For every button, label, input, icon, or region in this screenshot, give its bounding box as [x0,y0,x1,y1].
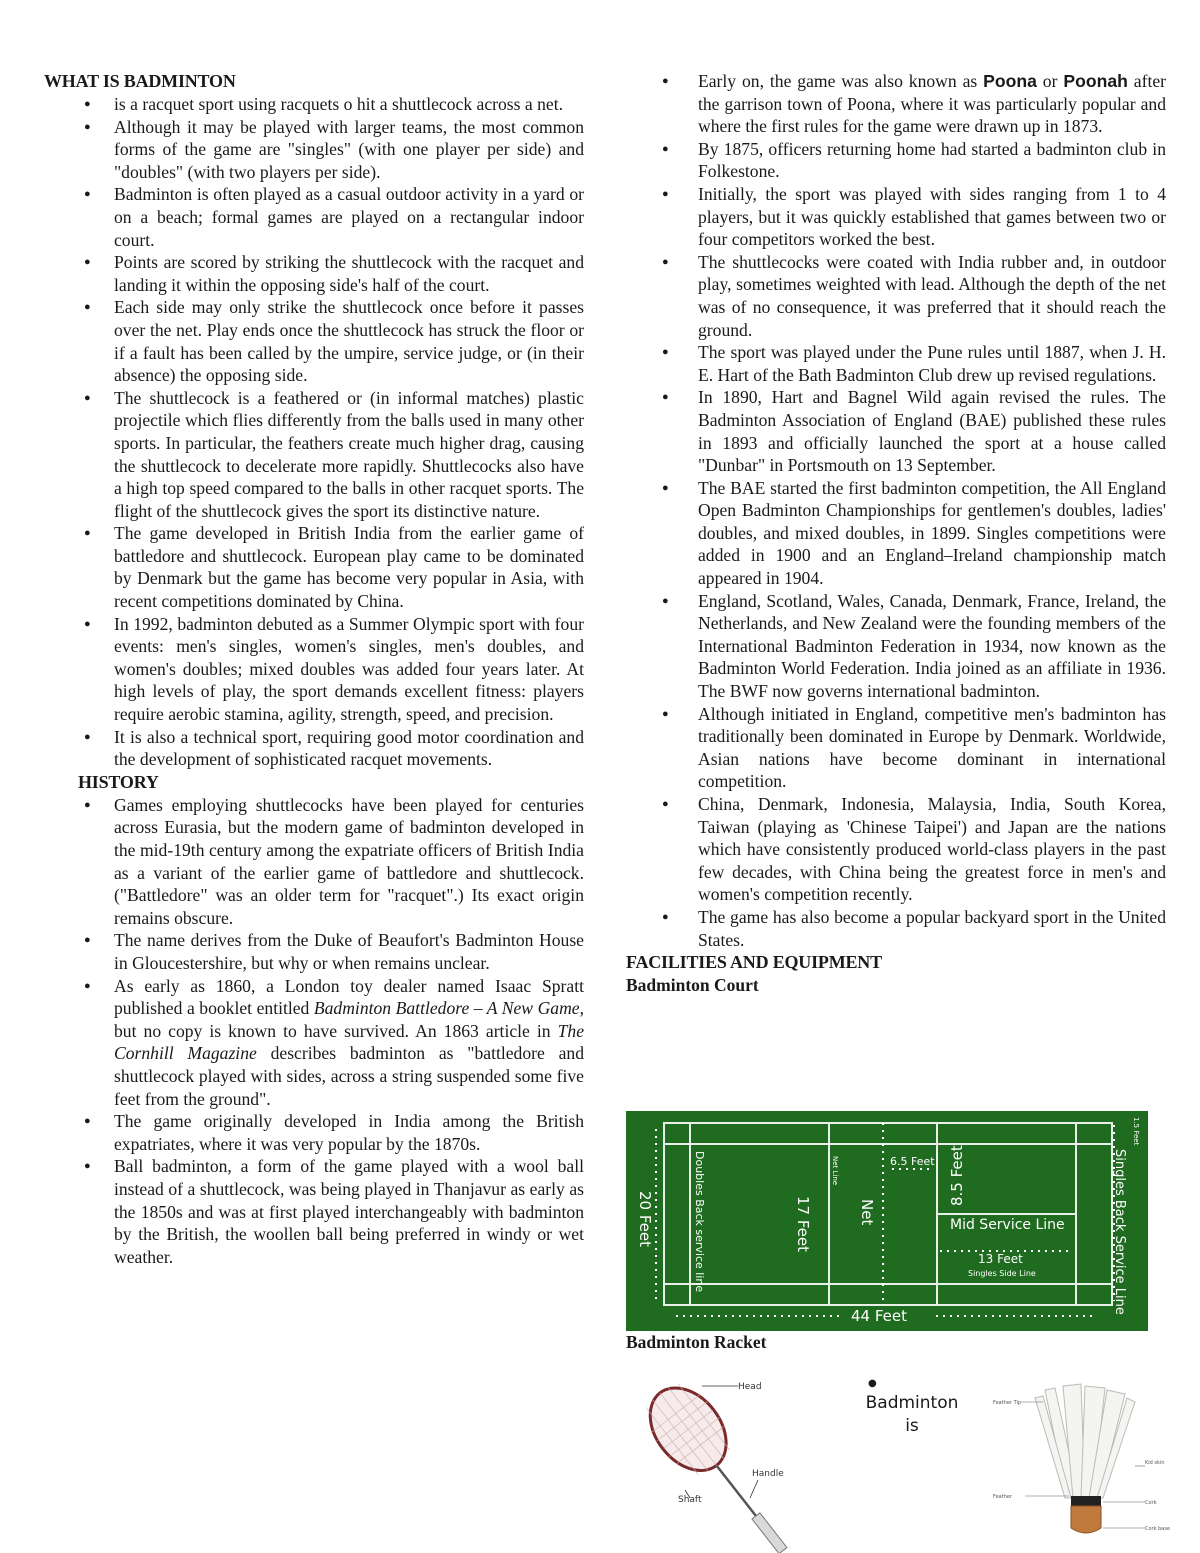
right-column [626,70,1166,996]
kid-skin-label: Kid skin [1145,1460,1165,1466]
shuttlecock-image [985,1378,1171,1548]
text-run: after the garrison town of Poona, where it was particularly popular and where the first rules for the game were drawn up in 1873. [698,71,1167,137]
kid-skin-band [1071,1496,1101,1506]
list-item: ● By 1875, officers returning home had started a badminton club in Folkestone. [626,138,1166,183]
what-is-list [44,93,584,771]
section-title-history: HISTORY [78,771,159,792]
list-item: ● Badminton is often played as a casual outdoor activity in a yard or on a beach; formal games are played on a rectangular indoor court. [44,183,584,251]
bullet-icon: ● [868,1378,877,1389]
term-poona: Poona [983,71,1037,91]
list-item: ● Although it may be played with larger teams, the most common forms of the game are "singles" (with one player per side) and "doubles" (with two players per side). [44,116,584,184]
history-continued-list [626,70,1166,951]
singles-back-label: Singles Back Service Line [1112,1149,1127,1315]
feather-label: Feather [993,1494,1013,1500]
list-item: ● England, Scotland, Wales, Canada, Denmark, France, Ireland, the Netherlands, and New Zealand were the founding members of the International Badminton Federation in 1934, now known as the Badminton World Federation. India joined as an affiliate in 1936. The BWF now governs international badminton. [626,590,1166,703]
term-poonah: Poonah [1063,71,1128,91]
list-item: ● China, Denmark, Indonesia, Malaysia, India, South Korea, Taiwan (playing as 'Chinese Taipei') and Japan are the nations which have consistently produced world-class players in the past few decades, with China being the greatest force in men's and women's competition recently. [626,793,1166,906]
racket-handle [752,1513,787,1553]
mid-service-label: Mid Service Line [950,1217,1065,1233]
racket-handle-label: Handle [752,1469,784,1479]
badminton-court-diagram [626,1111,1148,1331]
thirteen-feet-label: 13 Feet [978,1252,1023,1266]
list-item: ● The game originally developed in India among the British expatriates, where it was very popular by the 1870s. [44,1110,584,1155]
list-item: ● It is also a technical sport, requiring good motor coordination and the development of sophisticated racquet movements. [44,726,584,771]
court-length-label: 44 Feet [851,1307,908,1325]
small-dim-label: 1.5 Feet [1132,1117,1140,1146]
seventeen-feet-label: 17 Feet [794,1196,812,1253]
doubles-back-label: Doubles Back service line [693,1151,706,1293]
cork-base-label: Cork base [1145,1526,1171,1532]
list-item: ● The name derives from the Duke of Beaufort's Badminton House in Gloucestershire, but why or when remains unclear. [44,929,584,974]
net-side-label: Net Line [831,1156,839,1186]
court-width-label: 20 Feet [636,1191,654,1248]
list-item: ● The game developed in British India from the earlier game of battledore and shuttlecock. European play came to be dominated by Denmark but the game has become very popular in Asia, with recent competitions dominated by China. [44,522,584,612]
list-item: ● Games employing shuttlecocks have been played for centuries across Eurasia, but the modern game of badminton developed in the mid-19th century among the expatriate officers of British India as a variant of the earlier game of battledore and shuttlecock. ("Battledore" was an older term for "racquet".) Its exact origin remains obscure. [44,794,584,930]
badminton-racket-image [640,1360,820,1550]
cork-base [1071,1506,1101,1533]
shuttle-caption [862,1376,962,1438]
racket-shaft-label: Shaft [678,1495,702,1505]
list-item: ● The BAE started the first badminton competition, the All England Open Badminton Championships for gentlemen's doubles, ladies' doubles, and mixed doubles, in 1899. Singles competitions were added in 1900 and an England–Ireland championship match appeared in 1904. [626,477,1166,590]
six-five-feet-label: 6.5 Feet [890,1155,935,1168]
list-item: ● is a racquet sport using racquets o hit a shuttlecock across a net. [44,93,584,116]
cork-label: Cork [1145,1500,1157,1506]
history-list [44,794,584,1268]
feather-tip-label: Feather Tip [993,1400,1022,1406]
singles-side-label: Singles Side Line [968,1269,1036,1278]
list-item: ● In 1992, badminton debuted as a Summer Olympic sport with four events: men's singles, women's singles, men's doubles, and women's doubles; mixed doubles was added four years later. At high levels of play, the sport demands excellent fitness: players require aerobic stamina, agility, strength, speed, and precision. [44,613,584,726]
list-item [44,975,584,1111]
text-run: As early as 1860, a London toy dealer named Isaac Spratt published a booklet entitled [114,975,584,1019]
eight-five-feet-label: 8.5 Feet [948,1145,966,1206]
list-item: ● Points are scored by striking the shuttlecock with the racquet and landing it within the opposing side's half of the court. [44,251,584,296]
text-run: , but no copy is known to have survived. An 1863 article in [114,998,584,1041]
section-title-facilities: FACILITIES AND EQUIPMENT [626,952,882,973]
list-item: ● The shuttlecock is a feathered or (in informal matches) plastic projectile which flies differently from the balls used in many other sports. In particular, the feathers create much higher drag, causing the shuttlecock to decelerate more rapidly. Shuttlecocks also have a high top speed compared to the balls in other racquet sports. The flight of the shuttlecock gives the sport its distinctive nature. [44,387,584,523]
text-run: describes badminton as "battledore and shuttlecock played with sides, across a string suspended some five feet from the ground". [114,1043,584,1109]
racket-heading: Badminton Racket [626,1332,767,1352]
list-item: ● Although initiated in England, competitive men's badminton has traditionally been dominated in Europe by Denmark. Worldwide, Asian nations have become dominant in international competition. [626,703,1166,793]
section-title-what-is-badminton: WHAT IS BADMINTON [44,71,236,91]
list-item: ● Each side may only strike the shuttlecock once before it passes over the net. Play ends once the shuttlecock has struck the floor or if a fault has been called by the umpire, service judge, or (in their absence) the opposing side. [44,296,584,386]
list-item: ● The shuttlecocks were coated with India rubber and, in outdoor play, sometimes weighted with lead. Although the depth of the net was of no consequence, it was preferred that it should reach the ground. [626,251,1166,341]
book-title: Badminton Battledore – A New Game [313,998,580,1019]
text-run: or [1036,71,1064,91]
list-item: ● Initially, the sport was played with sides ranging from 1 to 4 players, but it was quickly established that games between two or four competitors worked the best. [626,183,1166,251]
shuttle-caption-text: Badminton is [865,1393,959,1436]
text-run: Early on, the game was also known as [698,71,984,91]
court-heading: Badminton Court [626,975,759,996]
list-item [626,70,1166,138]
racket-head-label: Head [738,1382,762,1392]
list-item: ● The sport was played under the Pune rules until 1887, when J. H. E. Hart of the Bath Badminton Club drew up revised regulations. [626,341,1166,386]
list-item: ● In 1890, Hart and Bagnel Wild again revised the rules. The Badminton Association of England (BAE) published these rules in 1893 and officially launched the sport at a house called "Dunbar" in Portsmouth on 13 September. [626,386,1166,476]
racket-shaft [717,1465,756,1515]
list-item: ● Ball badminton, a form of the game played with a wool ball instead of a shuttlecock, was being played in Thanjavur as early as the 1850s and was at first played interchangeably with badminton by the British, the woollen ball being preferred in windy or wet weather. [44,1155,584,1268]
magazine-title: The Cornhill Magazine [114,1020,584,1064]
net-label: Net [858,1199,876,1226]
left-column [44,70,584,1268]
list-item: ● The game has also become a popular backyard sport in the United States. [626,906,1166,951]
